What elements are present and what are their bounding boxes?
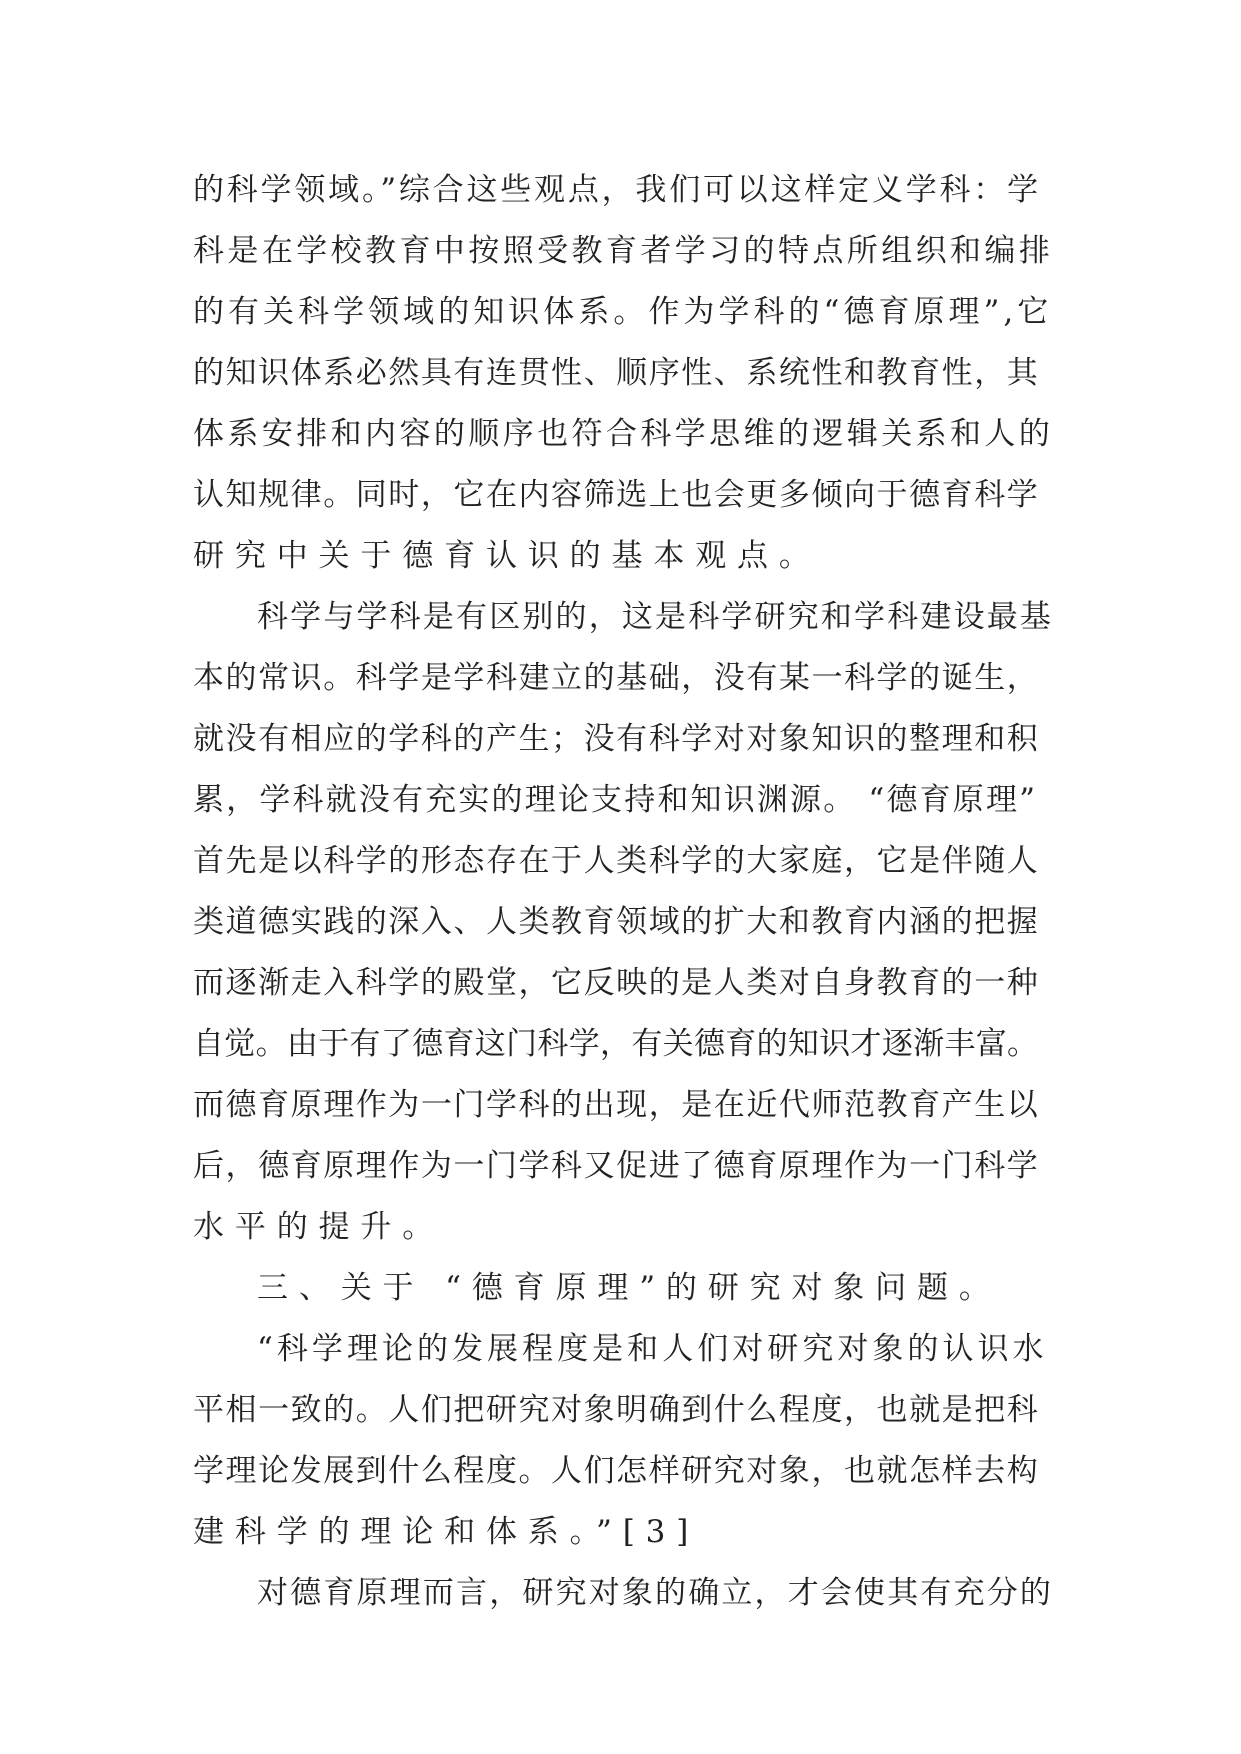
text-line: “科学理论的发展程度是和人们对研究对象的认识水 <box>257 1331 1048 1367</box>
text-line: 就没有相应的学科的产生；没有科学对对象知识的整理和积 <box>193 721 1040 757</box>
text-line: 水平的提升。 <box>193 1209 445 1245</box>
text-line: 建科学的理论和体系。”[3] <box>193 1514 700 1550</box>
text-line: 本的常识。科学是学科建立的基础，没有某一科学的诞生， <box>193 660 1040 696</box>
text-line: 而德育原理作为一门学科的出现，是在近代师范教育产生以 <box>193 1087 1040 1123</box>
text-line: 科是在学校教育中按照受教育者学习的特点所组织和编排 <box>193 233 1054 269</box>
text-line: 科学与学科是有区别的，这是科学研究和学科建设最基 <box>257 599 1054 635</box>
text-line: 后，德育原理作为一门学科又促进了德育原理作为一门科学 <box>193 1148 1040 1184</box>
text-line: 体系安排和内容的顺序也符合科学思维的逻辑关系和人的 <box>193 416 1054 452</box>
text-line: 三、关于 “德育原理”的研究对象问题。 <box>257 1270 1001 1306</box>
text-line: 首先是以科学的形态存在于人类科学的大家庭，它是伴随人 <box>193 843 1040 879</box>
body-text <box>193 160 1053 1624</box>
text-line: 类道德实践的深入、人类教育领域的扩大和教育内涵的把握 <box>193 904 1040 940</box>
text-line: 而逐渐走入科学的殿堂，它反映的是人类对自身教育的一种 <box>193 965 1040 1001</box>
text-line: 累，学科就没有充实的理论支持和知识渊源。 “德育原理” <box>193 782 1038 818</box>
text-line: 平相一致的。人们把研究对象明确到什么程度，也就是把科 <box>193 1392 1040 1428</box>
text-line: 的科学领域。”综合这些观点，我们可以这样定义学科：学 <box>193 172 1041 208</box>
text-line: 的知识体系必然具有连贯性、顺序性、系统性和教育性，其 <box>193 355 1040 391</box>
text-line: 的有关科学领域的知识体系。作为学科的“德育原理”,它 <box>193 294 1053 330</box>
text-line: 对德育原理而言，研究对象的确立，才会使其有充分的 <box>257 1575 1054 1611</box>
text-line: 研究中关于德育认识的基本观点。 <box>193 538 821 574</box>
text-line: 认知规律。同时，它在内容筛选上也会更多倾向于德育科学 <box>193 477 1040 513</box>
text-line: 学理论发展到什么程度。人们怎样研究对象，也就怎样去构 <box>193 1453 1040 1489</box>
text-line: 自觉。由于有了德育这门科学，有关德育的知识才逐渐丰富。 <box>193 1026 1039 1062</box>
